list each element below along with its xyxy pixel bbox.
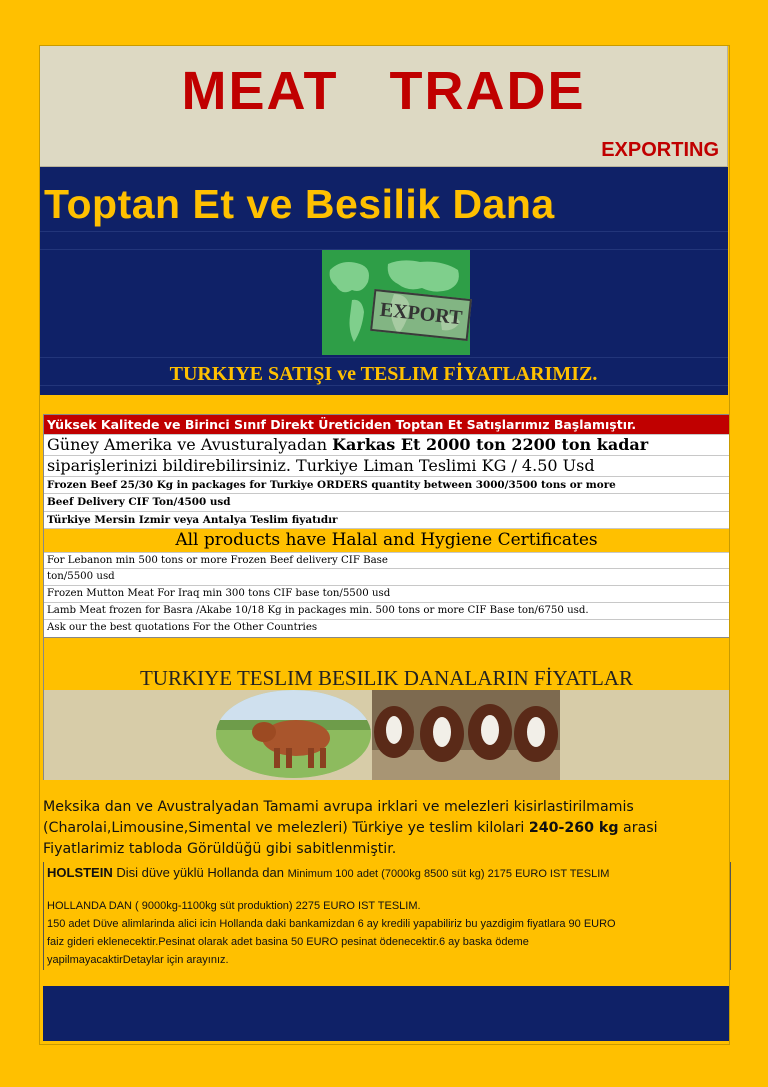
table-row: ton/5500 usd [44, 569, 729, 586]
cattle-heading: TURKIYE TESLIM BESILIK DANALARIN FİYATLAR [139, 666, 634, 690]
stamp-text: EXPORT [378, 298, 464, 330]
holstein-line: yapilmayacaktirDetaylar için arayınız. [47, 954, 229, 966]
table-row: Lamb Meat frozen for Basra /Akabe 10/18 Kg in packages min. 500 tons or more CIF Base ton/6750 usd. [44, 603, 729, 620]
table-row: Türkiye Mersin Izmir veya Antalya Teslim fiyatıdır [44, 512, 729, 529]
description-line: Meksika dan ve Avustralyadan Tamami avrupa irklari ve melezleri kisirlastirilmamis [43, 799, 634, 815]
sales-heading: TURKIYE SATIŞI ve TESLIM FİYATLARIMIZ. [169, 363, 598, 385]
weight-range: 240-260 kg [528, 820, 619, 836]
subtitle: Toptan Et ve Besilik Dana [44, 181, 555, 227]
table-row: Frozen Mutton Meat For Iraq min 300 tons CIF base ton/5500 usd [44, 586, 729, 603]
description-text: arasi [618, 820, 658, 836]
holstein-label: HOLSTEIN [47, 865, 113, 880]
description-text: (Charolai,Limousine,Simental ve melezleri) Türkiye ye teslim kilolari [43, 820, 529, 836]
table-row: Beef Delivery CIF Ton/4500 usd [44, 494, 729, 512]
exporting-label: EXPORTING [601, 139, 719, 161]
table-row: Frozen Beef 25/30 Kg in packages for Turkiye ORDERS quantity between 3000/3500 tons or more [44, 477, 729, 494]
holstein-line: faiz gideri eklenecektir.Pesinat olarak adet basina 50 EURO pesinat ödenecektir.6 ay baska ödeme [47, 936, 529, 948]
holstein-line: 150 adet Düve alimlarinda alici icin Hollanda daki bankamizdan 6 ay kredili yapabiliriz bu yazdigim fiyatlara 90 EURO [47, 918, 616, 930]
holstein-text: Disi düve yüklü Hollanda dan [112, 865, 288, 880]
holstein-minimum: Minimum 100 adet (7000kg 8500 süt kg) 2175 EURO IST TESLIM [287, 868, 610, 880]
table-row: For Lebanon min 500 tons or more Frozen Beef delivery CIF Base [44, 553, 729, 569]
table-row: siparişlerinizi bildirebilirsiniz. Turkiye Liman Teslimi KG / 4.50 Usd [44, 456, 729, 477]
page-frame [39, 45, 730, 1045]
row-highlight: Karkas Et 2000 ton 2200 ton kadar [332, 435, 649, 454]
table-row: Ask our the best quotations For the Other Countries [47, 622, 318, 633]
description-line: Fiyatlarimiz tabloda Görüldüğü gibi sabitlenmiştir. [43, 841, 397, 857]
halal-banner: All products have Halal and Hygiene Certificates [44, 529, 729, 553]
row-text: Güney Amerika ve Avusturalyadan [47, 435, 333, 454]
holstein-line: HOLLANDA DAN ( 9000kg-1100kg süt produktion) 2275 EURO IST TESLIM. [47, 900, 421, 912]
page-title: MEAT TRADE [181, 61, 586, 121]
table-headline: Yüksek Kalitede ve Birinci Sınıf Direkt Üreticiden Toptan Et Satışlarımız Başlamıştır. [44, 415, 729, 435]
